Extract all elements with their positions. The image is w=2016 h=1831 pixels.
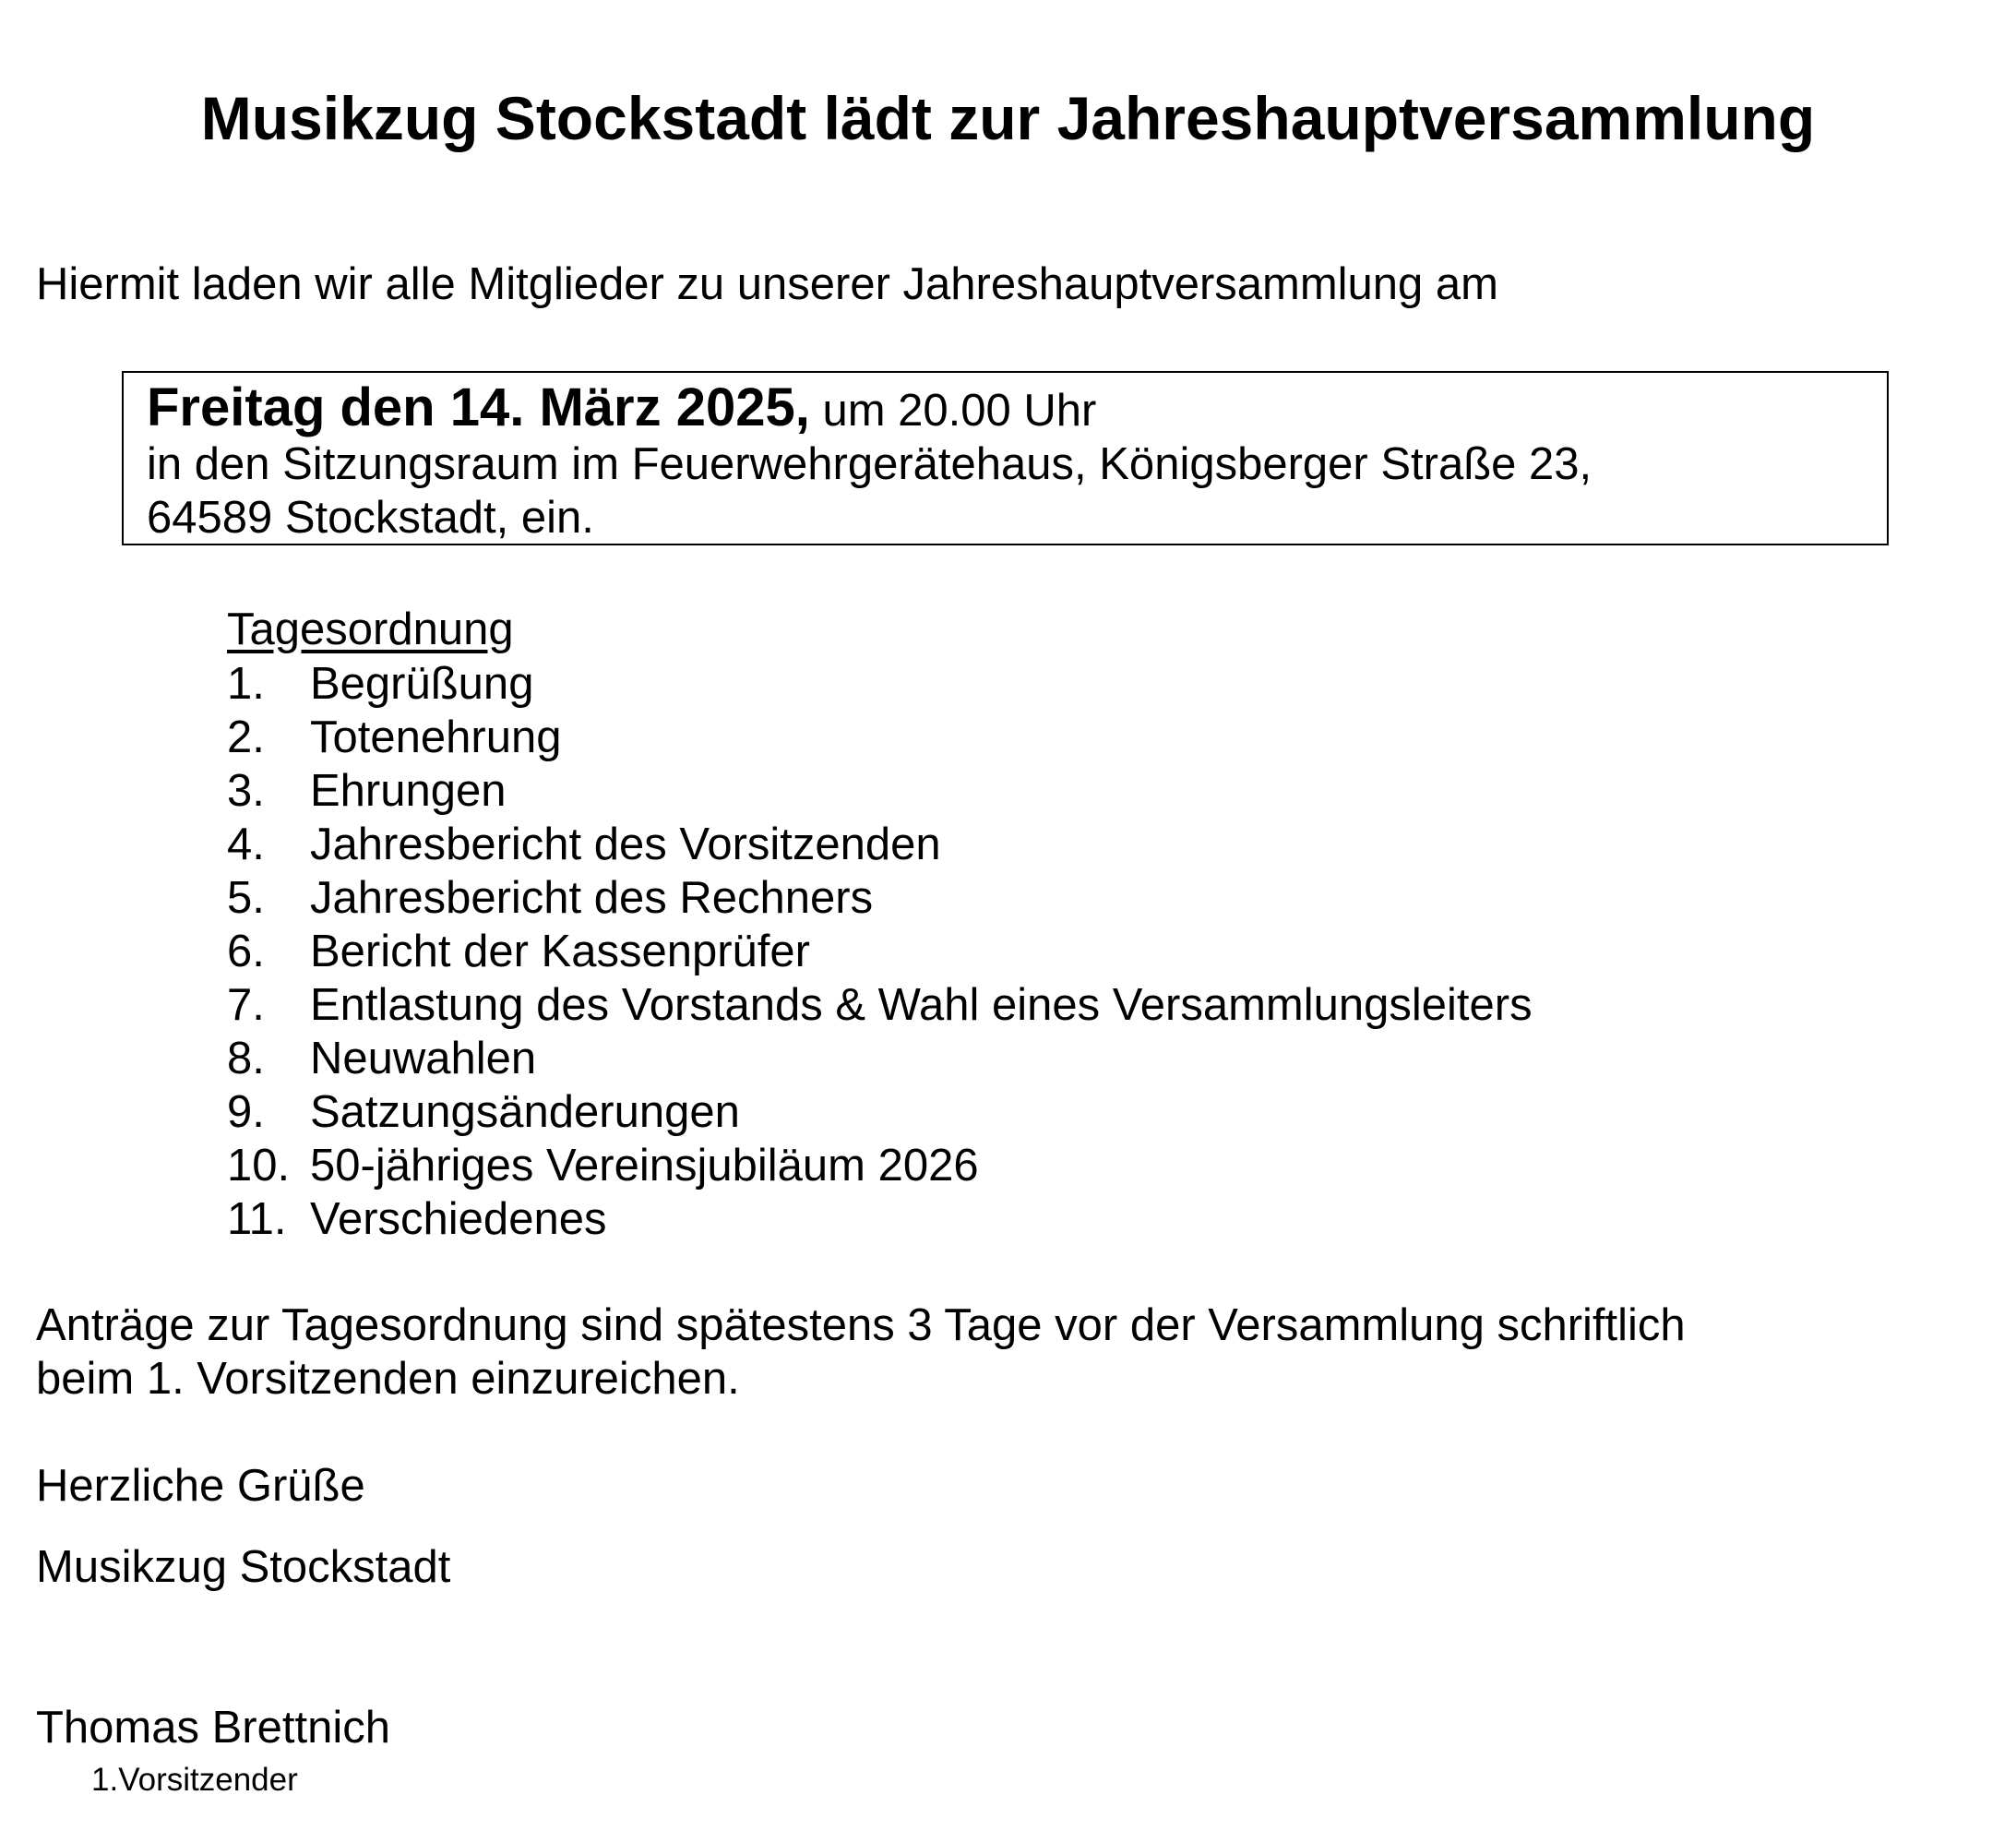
agenda-list [227, 657, 1533, 1246]
agenda-item [227, 764, 1533, 818]
organization-name: Musikzug Stockstadt [36, 1542, 451, 1592]
agenda-item-text: Verschiedenes [310, 1194, 607, 1244]
agenda-item-text: Jahresbericht des Vorsitzenden [310, 820, 941, 869]
agenda-item [227, 711, 1533, 764]
agenda-item-text: Satzungsänderungen [310, 1087, 740, 1137]
agenda-item-text: Jahresbericht des Rechners [310, 873, 874, 923]
agenda-item-text: Bericht der Kassenprüfer [310, 927, 810, 976]
document-title: Musikzug Stockstadt lädt zur Jahreshauptversammlung [200, 84, 1816, 152]
agenda-item-number: 11. [227, 1194, 287, 1244]
agenda-item-number: 7. [227, 980, 265, 1030]
agenda-item-number: 6. [227, 927, 265, 976]
agenda-item-text: Begrüßung [310, 659, 534, 709]
submission-note-line-2: beim 1. Vorsitzenden einzureichen. [36, 1354, 740, 1404]
location-line-2: 64589 Stockstadt, ein. [147, 493, 594, 543]
intro-text: Hiermit laden wir alle Mitglieder zu unserer Jahreshauptversammlung am [36, 259, 1498, 309]
agenda-item-number: 5. [227, 873, 265, 923]
agenda-section [227, 602, 1533, 1246]
agenda-item-number: 3. [227, 766, 265, 816]
agenda-item-text: Ehrungen [310, 766, 507, 816]
agenda-item [227, 925, 1533, 978]
agenda-item [227, 871, 1533, 925]
signer-role: 1.Vorsitzender [91, 1762, 298, 1798]
signer-name: Thomas Brettnich [36, 1703, 390, 1753]
agenda-item [227, 657, 1533, 711]
agenda-item-text: Neuwahlen [310, 1034, 537, 1083]
agenda-item-number: 8. [227, 1034, 265, 1083]
greeting: Herzliche Grüße [36, 1461, 365, 1511]
meeting-time: um 20.00 Uhr [822, 386, 1097, 436]
date-line [147, 377, 1887, 437]
agenda-item-number: 1. [227, 659, 265, 709]
agenda-heading: Tagesordnung [227, 604, 514, 654]
agenda-item [227, 1139, 1533, 1192]
agenda-item [227, 1032, 1533, 1085]
location-line-1: in den Sitzungsraum im Feuerwehrgerätehaus, Königsberger Straße 23, [147, 439, 1593, 489]
agenda-item-number: 9. [227, 1087, 265, 1137]
agenda-item-text: 50-jähriges Vereinsjubiläum 2026 [310, 1141, 979, 1191]
agenda-item [227, 1085, 1533, 1139]
submission-note [36, 1298, 1686, 1406]
date-location-box [122, 371, 1889, 545]
meeting-date: Freitag den 14. März 2025, [147, 377, 810, 437]
agenda-item-text: Totenehrung [310, 712, 562, 762]
agenda-item-number: 2. [227, 712, 265, 762]
agenda-item [227, 1192, 1533, 1246]
agenda-item-number: 10. [227, 1141, 291, 1191]
agenda-item-number: 4. [227, 820, 265, 869]
agenda-item-text: Entlastung des Vorstands & Wahl eines Versammlungsleiters [310, 980, 1533, 1030]
agenda-item [227, 818, 1533, 871]
agenda-item [227, 978, 1533, 1032]
submission-note-line-1: Anträge zur Tagesordnung sind spätestens 3 Tage vor der Versammlung schriftlich [36, 1300, 1686, 1350]
